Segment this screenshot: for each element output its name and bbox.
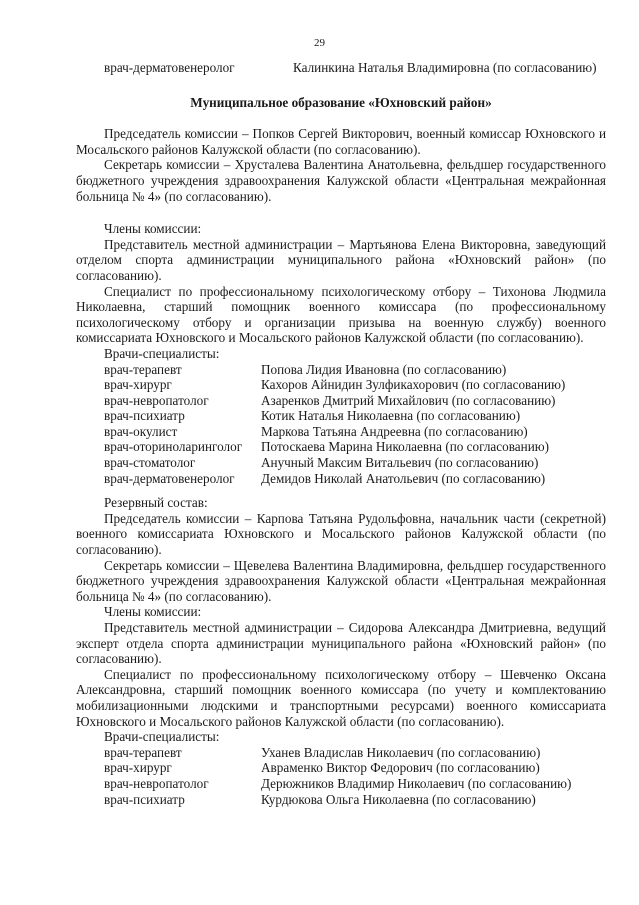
doctor-row xyxy=(104,377,606,393)
doctor-name: Попова Лидия Ивановна (по согласованию) xyxy=(261,361,507,377)
reserve-doctors-label: Врачи-специалисты: xyxy=(104,729,220,745)
doctor-role: врач-оториноларинголог xyxy=(104,439,243,455)
secretary-paragraph: Секретарь комиссии – Хрусталева Валентина Анатольевна, фельдшер государственного бюджетного учреждения здравоохранения Калужской области «Центральная межрайонная больница № 4» (по согласованию). xyxy=(76,157,606,204)
doctor-role: врач-окулист xyxy=(104,423,178,439)
doctor-name: Курдюкова Ольга Николаевна (по согласованию) xyxy=(261,791,536,807)
doctor-row xyxy=(104,760,606,776)
doctor-role: врач-терапевт xyxy=(104,361,182,377)
reserve-doctors-list xyxy=(104,745,606,807)
reserve-members-label: Члены комиссии: xyxy=(104,604,202,620)
doctor-name: Авраменко Виктор Федорович (по согласованию) xyxy=(261,760,540,776)
doctor-row xyxy=(104,455,606,471)
doctor-name: Дерюжников Владимир Николаевич (по согласованию) xyxy=(261,775,572,791)
doctor-row xyxy=(104,776,606,792)
doctor-row xyxy=(104,408,606,424)
doctor-name: Кахоров Айнидин Зулфикахорович (по согласованию) xyxy=(261,377,566,393)
admin-rep-paragraph: Представитель местной администрации – Мартьянова Елена Викторовна, заведующий отделом спорта администрации муниципального района «Юхновский район» (по согласованию). xyxy=(76,236,606,283)
reserve-psych-specialist-paragraph: Специалист по профессиональному психологическому отбору – Шевченко Оксана Александровна, старший помощник военного комиссара (по учету и комплектованию мобилизационными людскими и транспортными ресурсами) военного комиссариата Юхновского и Мосальского районов Калужской области (по согласованию). xyxy=(76,666,606,729)
doctor-role: врач-психиатр xyxy=(104,791,185,807)
doctor-name: Калинкина Наталья Владимировна (по согласованию) xyxy=(293,60,597,75)
section-heading: Муниципальное образование «Юхновский район» xyxy=(190,94,492,110)
chairman-paragraph: Председатель комиссии – Попков Сергей Викторович, военный комиссар Юхновского и Мосальского районов Калужской области (по согласованию). xyxy=(76,126,606,157)
top-doctor-row xyxy=(76,60,606,76)
doctor-role: врач-дерматовенеролог xyxy=(104,60,235,75)
doctor-role: врач-хирург xyxy=(104,760,172,776)
reserve-chairman-paragraph: Председатель комиссии – Карпова Татьяна Рудольфовна, начальник части (секретной) военного комиссариата Юхновского и Мосальского районов Калужской области (по согласованию). xyxy=(76,510,606,558)
psych-specialist-paragraph: Специалист по профессиональному психологическому отбору – Тихонова Людмила Николаевна, старший помощник военного комиссара (по профессиональному психологическому отбору и организации призыва на военную службу) военного комиссариата Юхновского и Мосальского районов Калужской области (по согласованию). xyxy=(76,283,606,346)
doctors-list xyxy=(104,362,606,487)
doctor-name: Котик Наталья Николаевна (по согласованию) xyxy=(261,408,521,424)
page-number: 29 xyxy=(314,37,325,49)
doctor-name: Уханев Владислав Николаевич (по согласованию) xyxy=(261,744,541,760)
doctor-role: врач-хирург xyxy=(104,377,172,393)
doctor-row xyxy=(104,393,606,409)
document-body xyxy=(76,60,606,807)
doctor-role: врач-невропатолог xyxy=(104,775,209,791)
doctor-role: врач-стоматолог xyxy=(104,455,196,471)
doctor-row xyxy=(104,745,606,761)
doctor-name: Маркова Татьяна Андреевна (по согласованию) xyxy=(261,423,528,439)
doctor-name: Потоскаева Марина Николаевна (по согласованию) xyxy=(261,439,549,455)
doctor-role: врач-дерматовенеролог xyxy=(104,470,235,486)
doctor-role: врач-терапевт xyxy=(104,744,182,760)
members-label: Члены комиссии: xyxy=(104,221,202,237)
doctor-row xyxy=(104,792,606,808)
doctor-role: врач-невропатолог xyxy=(104,392,209,408)
doctor-name: Анучный Максим Витальевич (по согласованию) xyxy=(261,455,539,471)
reserve-secretary-paragraph: Секретарь комиссии – Щевелева Валентина Владимировна, фельдшер государственного бюджетного учреждения здравоохранения Калужской области «Центральная межрайонная больница № 4» (по согласованию). xyxy=(76,557,606,604)
doctor-role: врач-психиатр xyxy=(104,408,185,424)
doctor-name: Демидов Николай Анатольевич (по согласованию) xyxy=(261,470,546,486)
doctor-row xyxy=(104,362,606,378)
doctor-row xyxy=(104,471,606,487)
reserve-label: Резервный состав: xyxy=(104,495,208,511)
doctor-row xyxy=(104,424,606,440)
doctors-label: Врачи-специалисты: xyxy=(104,345,220,361)
doctor-name: Азаренков Дмитрий Михайлович (по согласованию) xyxy=(261,392,556,408)
doctor-row xyxy=(104,439,606,455)
reserve-admin-rep-paragraph: Представитель местной администрации – Сидорова Александра Дмитриевна, ведущий эксперт отдела спорта администрации муниципального района «Юхновский район» (по согласованию). xyxy=(76,620,606,667)
